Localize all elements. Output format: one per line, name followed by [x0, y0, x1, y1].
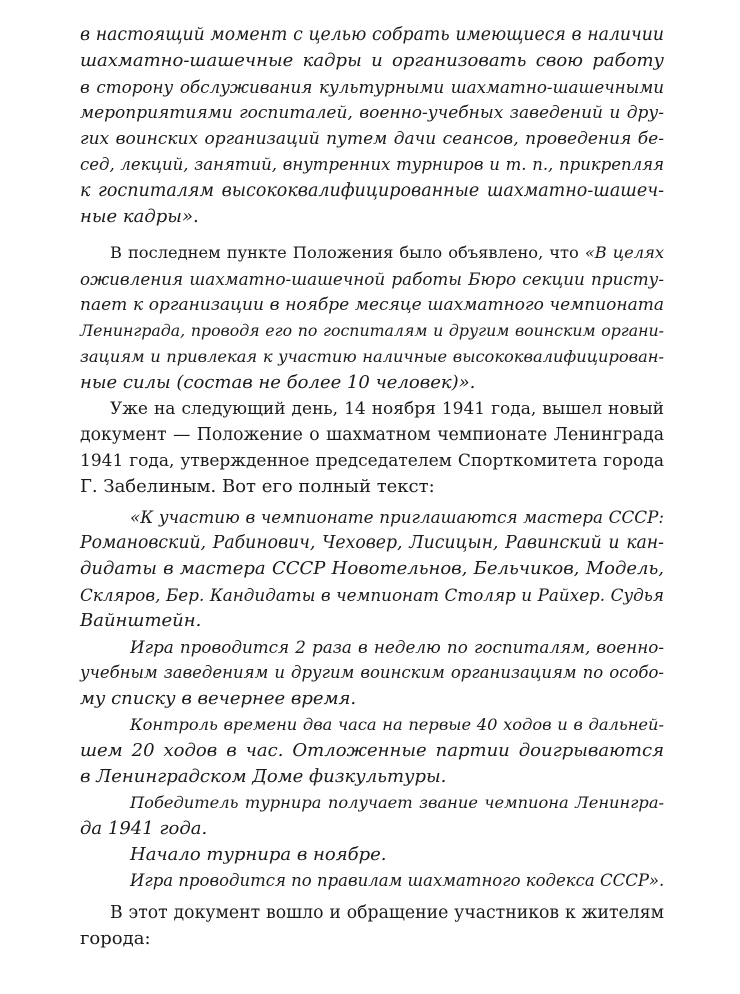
text-line: дидаты в мастера СССР Новотельнов, Бельчиков, Модель, — [80, 558, 664, 579]
text-line: ные кадры». — [80, 206, 199, 227]
text-line: Победитель турнира получает звание чемпиона Ленингра- — [130, 793, 664, 812]
text-line: ные силы (состав не более 10 человек)». — [80, 372, 476, 393]
text-line: Вайнштейн. — [80, 610, 202, 631]
text-line: сед, лекций, занятий, внутренних турниров и т. п., прикрепляя — [80, 155, 664, 174]
text-line: документ — Положение о шахматном чемпионате Ленинграда — [80, 425, 664, 445]
text-line: му списку в вечернее время. — [80, 688, 357, 709]
text-line: учебным заведениям и другим воинским организациям по особо- — [80, 663, 664, 682]
text-line: пает к организации в ноябре месяце шахматного чемпионата — [80, 295, 664, 315]
text-line: Контроль времени два часа на первые 40 ходов и в дальней- — [130, 715, 664, 734]
text-line: оживления шахматно-шашечной работы Бюро секции присту- — [80, 269, 664, 289]
text-line: в настоящий момент с целью собрать имеющиеся в наличии — [80, 25, 664, 45]
text-line: Скляров, Бер. Кандидаты в чемпионат Столяр и Райхер. Судья — [80, 585, 664, 605]
text-line: в сторону обслуживания культурными шахматно-шашечными — [80, 77, 664, 97]
text-line: гих воинских организаций путем дачи сеансов, проведения бе- — [80, 129, 664, 149]
text-line: Начало турнира в ноябре. — [130, 844, 387, 865]
text-line: 1941 года, утвержденное председателем Спорткомитета города — [80, 451, 664, 471]
text-line: Г. Забелиным. Вот его полный текст: — [80, 476, 435, 497]
text-line: Романовский, Рабинович, Чеховер, Лисицын, Равинский и кан- — [80, 533, 664, 553]
text-line: В этот документ вошло и обращение участников к жителям — [110, 903, 664, 923]
text-line: Ленинграда, проводя его по госпиталям и другим воинским органи- — [80, 321, 664, 340]
text-line: В последнем пункте Положения было объявлено, что «В целях — [110, 243, 664, 262]
text-line: зациям и привлекая к участию наличные высококвалифицирован- — [80, 347, 664, 366]
text-line: в Ленинградском Доме физкультуры. — [80, 766, 447, 787]
text-line: к госпиталям высококвалифицированные шахматно-шашеч- — [80, 181, 664, 201]
text-line: «К участию в чемпионате приглашаются мастера СССР: — [130, 507, 664, 527]
text-line: мероприятиями госпиталей, военно-учебных заведений и дру- — [80, 103, 664, 123]
text-line: Уже на следующий день, 14 ноября 1941 года, вышел новый — [110, 399, 664, 419]
text-line: да 1941 года. — [80, 818, 208, 839]
text-line: Игра проводится 2 раза в неделю по госпиталям, военно- — [130, 637, 664, 657]
text-line: шахматно-шашечные кадры и организовать свою работу — [80, 50, 664, 71]
text-line: города: — [80, 928, 151, 949]
text-line: шем 20 ходов в час. Отложенные партии доигрываются — [80, 740, 664, 761]
text-line: Игра проводится по правилам шахматного кодекса СССР». — [130, 871, 665, 890]
